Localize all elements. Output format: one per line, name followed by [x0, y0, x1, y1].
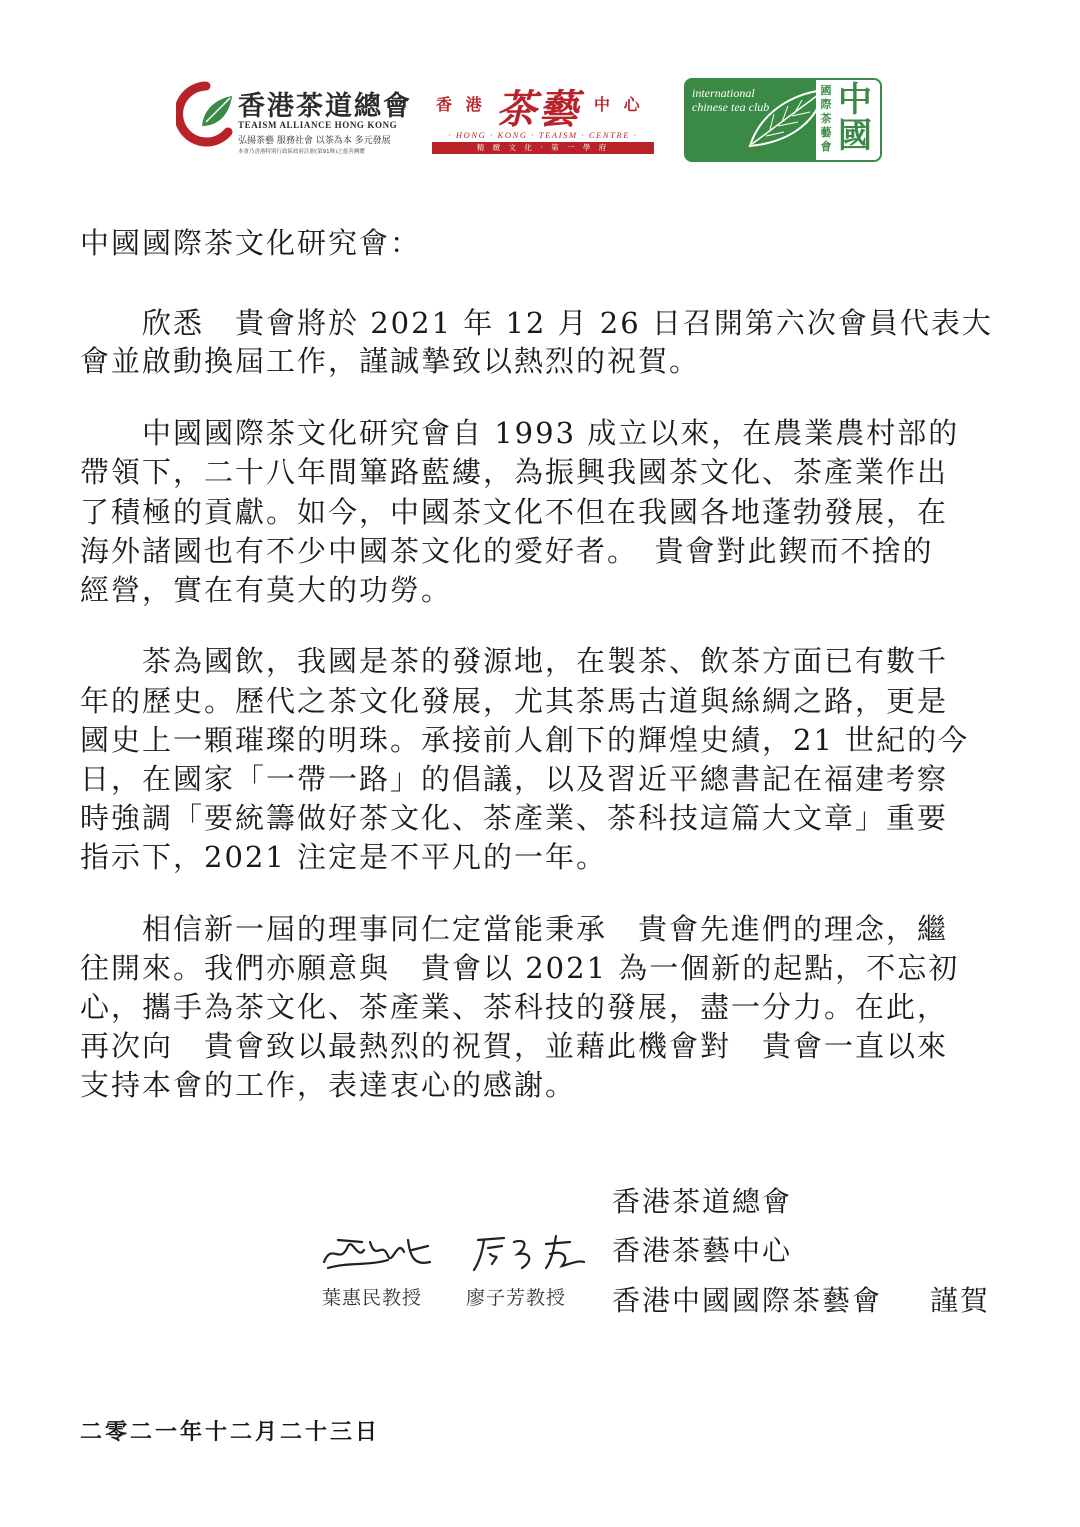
paragraph-2-line-1: 中國國際茶文化研究會自 1993 成立以來，在農業農村部的 [80, 416, 960, 450]
paragraph-4-line-1: 相信新一屆的理事同仁定當能秉承 貴會先進們的理念，繼 [80, 912, 949, 946]
paragraph-2-line-4: 海外諸國也有不少中國茶文化的愛好者。 貴會對此鍥而不捨的 [80, 534, 934, 568]
handwritten-signature-2 [470, 1230, 590, 1274]
paragraph-3-line-4: 日，在國家「一帶一路」的倡議，以及習近平總書記在福建考察 [80, 762, 949, 796]
paragraph-1-line-1: 欣悉 貴會將於 2021 年 12 月 26 日召開第六次會員代表大 [80, 306, 993, 340]
signatory-name-2: 廖子芳教授 [466, 1287, 567, 1309]
teaism-centre-left-text: 香 港 [436, 95, 486, 114]
international-tea-club-name-en: international chinese tea club [692, 86, 770, 114]
international-tea-club-vertical-text: 國際茶藝會 [820, 84, 832, 153]
organization-1: 香港茶道總會 [612, 1185, 793, 1218]
paragraph-2-line-2: 帶領下，二十八年間篳路藍縷，為振興我國茶文化、茶產業作出 [80, 455, 949, 489]
paragraph-4-line-4: 再次向 貴會致以最熱烈的祝賀，並藉此機會對 貴會一直以來 [80, 1029, 949, 1063]
teaism-alliance-name-zh: 香港茶道總會 [238, 91, 412, 122]
international-tea-club-logo [684, 78, 882, 162]
paragraph-3-line-1: 茶為國飲，我國是茶的發源地，在製茶、飲茶方面已有數千 [80, 644, 949, 678]
teaism-centre-name-en: · HONG · KONG · TEAISM · CENTRE · [448, 130, 638, 140]
paragraph-4-line-3: 心，攜手為茶文化、茶產業、茶科技的發展，盡一分力。在此， [80, 990, 949, 1024]
teaism-alliance-name-en: TEAISM ALLIANCE HONG KONG [238, 120, 398, 130]
signatory-name-1: 葉惠民教授 [322, 1287, 423, 1309]
paragraph-2-line-5: 經營，實在有莫大的功勞。 [80, 573, 453, 607]
letter-date: 二零二一年十二月二十三日 [80, 1419, 381, 1445]
paragraph-3-line-3: 國史上一顆璀璨的明珠。承接前人創下的輝煌史績，21 世紀的今 [80, 723, 970, 757]
closing-remark: 謹賀 [930, 1284, 991, 1317]
paragraph-2-line-3: 了積極的貢獻。如今，中國茶文化不但在我國各地蓬勃發展，在 [80, 495, 949, 529]
paragraph-1-line-2: 會並啟動換屆工作，謹誠摯致以熱烈的祝賀。 [80, 344, 701, 378]
paragraph-3-line-5: 時強調「要統籌做好茶文化、茶產業、茶科技這篇大文章」重要 [80, 801, 949, 835]
letter-greeting: 中國國際茶文化研究會： [80, 226, 422, 260]
teaism-centre-big-text: 茶藝 [496, 86, 580, 133]
teaism-alliance-logo [176, 78, 412, 158]
international-tea-club-big-text: 中國 [838, 80, 872, 156]
tea-leaf-circle-icon [176, 80, 236, 150]
paragraph-4-line-2: 往開來。我們亦願意與 貴會以 2021 為一個新的起點，不忘初 [80, 951, 960, 985]
organization-3: 香港中國國際茶藝會 [612, 1284, 883, 1317]
teaism-centre-right-text: 中 心 [594, 95, 644, 114]
handwritten-signature-1 [318, 1232, 438, 1274]
teaism-alliance-registration: 本會乃香港特別行政區政府註冊(第91條)之慈善團體 [238, 149, 365, 155]
paragraph-3-line-6: 指示下，2021 注定是不平凡的一年。 [80, 840, 608, 874]
teaism-centre-logo [432, 80, 654, 156]
organization-2: 香港茶藝中心 [612, 1234, 793, 1267]
letterhead-logos [0, 70, 1080, 160]
teaism-alliance-motto: 弘揚茶藝 服務社會 以茶為本 多元發展 [238, 136, 391, 146]
paragraph-4-line-5: 支持本會的工作，表達衷心的感謝。 [80, 1068, 577, 1102]
teaism-centre-tagline: 精 緻 文 化 · 第 一 學 府 [432, 142, 654, 154]
paragraph-3-line-2: 年的歷史。歷代之茶文化發展，尤其茶馬古道與絲綢之路，更是 [80, 684, 949, 718]
